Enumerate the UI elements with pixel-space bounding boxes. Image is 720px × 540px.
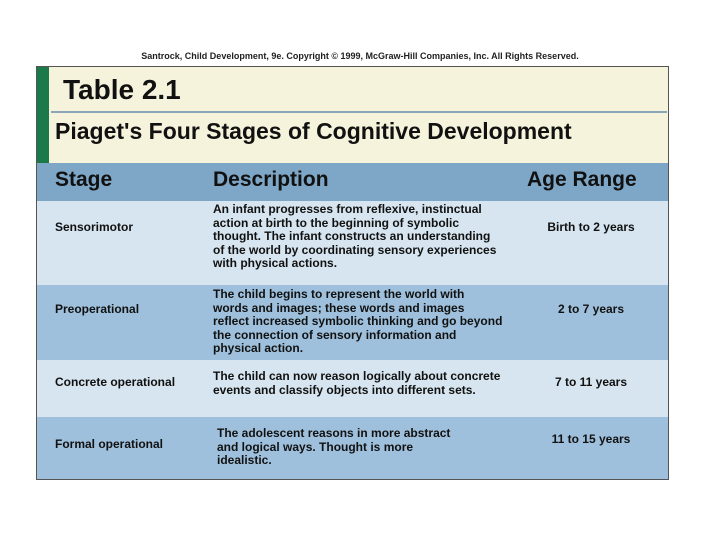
title-band <box>37 67 668 163</box>
age-range-cell: Birth to 2 years <box>547 220 635 234</box>
accent-bar <box>37 67 49 163</box>
table-row <box>37 360 668 417</box>
stage-cell: Preoperational <box>55 302 140 316</box>
table-row <box>37 285 668 360</box>
description-cell: The child begins to represent the world with words and images; these words and images reflect increased symbolic thinking and go beyond the connection of sensory information and physical action. <box>213 287 503 355</box>
header-stage: Stage <box>55 168 113 191</box>
title-divider <box>51 111 667 113</box>
table-header-row <box>37 163 668 201</box>
age-range-cell: 7 to 11 years <box>554 375 628 389</box>
age-range-cell: 11 to 15 years <box>551 432 631 446</box>
table-row <box>37 417 668 479</box>
stage-cell: Concrete operational <box>55 375 176 389</box>
description-cell: The child can now reason logically about concrete events and classify objects into different sets. <box>213 369 501 397</box>
table-row <box>37 201 668 285</box>
age-range-cell: 2 to 7 years <box>557 302 625 316</box>
table-number: Table 2.1 <box>63 74 181 105</box>
description-cell: An infant progresses from reflexive, instinctual action at birth to the beginning of symbolic thought. The infant constructs an understanding of the world by coordinating sensory experiences with physical actions. <box>213 202 497 270</box>
copyright-notice: Santrock, Child Development, 9e. Copyright © 1999, McGraw-Hill Companies, Inc. All Rights Reserved. <box>141 51 579 61</box>
table-title: Piaget's Four Stages of Cognitive Development <box>55 118 572 144</box>
header-description: Description <box>213 168 329 191</box>
stage-cell: Formal operational <box>55 437 164 451</box>
description-cell: The adolescent reasons in more abstract and logical ways. Thought is more idealistic. <box>217 426 451 467</box>
slide <box>36 66 669 480</box>
stage-cell: Sensorimotor <box>55 220 134 234</box>
header-age-range: Age Range <box>527 168 637 191</box>
